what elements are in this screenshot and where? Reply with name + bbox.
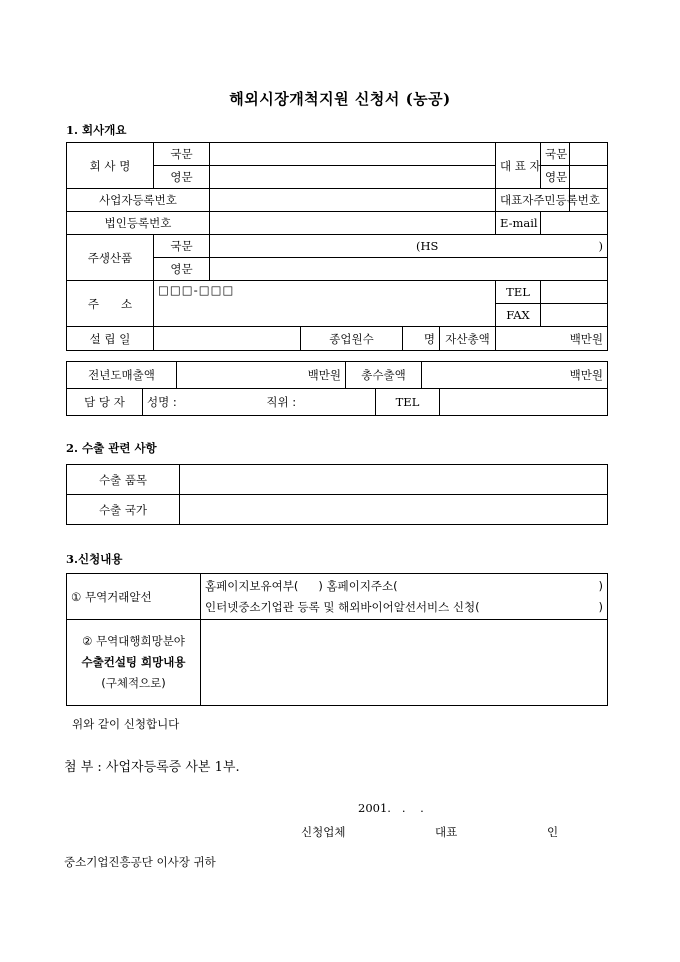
tel-field[interactable] <box>541 281 608 304</box>
export-item-field[interactable] <box>180 465 608 495</box>
buyer-service-text: 인터넷중소기업관 등록 및 해외바이어알선서비스 신청( <box>205 599 480 614</box>
email-field[interactable] <box>541 212 608 235</box>
corp-reg-no-label: 법인등록번호 <box>67 212 210 235</box>
export-country-field[interactable] <box>180 495 608 525</box>
company-name-english-field[interactable] <box>210 166 496 189</box>
homepage-line <box>205 576 603 597</box>
main-product-korean-field[interactable] <box>210 235 608 258</box>
contact-name-position-field[interactable] <box>143 389 376 416</box>
main-product-korean-label: 국문 <box>154 235 210 258</box>
contact-tel-label: TEL <box>376 389 440 416</box>
representative-english-label: 영문 <box>541 166 570 189</box>
corp-reg-no-field[interactable] <box>210 212 496 235</box>
contact-tel-field[interactable] <box>440 389 608 416</box>
contact-name-label: 성명 : <box>147 395 177 409</box>
company-name-label: 회 사 명 <box>67 143 154 189</box>
representative-korean-field[interactable] <box>570 143 608 166</box>
rep-id-no-label: 대표자주민등록번호 <box>496 189 570 212</box>
email-label: E-mail <box>496 212 541 235</box>
fax-field[interactable] <box>541 304 608 327</box>
address-label: 주 소 <box>67 281 154 327</box>
biz-reg-no-label: 사업자등록번호 <box>67 189 210 212</box>
hs-code-label: (HS <box>416 239 439 253</box>
homepage-address-close: ) <box>598 578 603 593</box>
buyer-service-close: ) <box>598 599 603 614</box>
buyer-service-line <box>205 597 603 618</box>
total-exports-field[interactable]: 백만원 <box>422 362 608 389</box>
company-overview-table <box>66 142 608 351</box>
employees-label: 종업원수 <box>301 327 403 351</box>
statement-text: 위와 같이 신청합니다 <box>72 717 180 731</box>
employees-field[interactable] <box>403 327 440 351</box>
company-name-english-label: 영문 <box>154 166 210 189</box>
address-field[interactable]: □□□-□□□ <box>154 281 496 327</box>
form-title: 해외시장개척지원 신청서 (농공) <box>229 90 451 108</box>
application-content-table <box>66 573 608 706</box>
main-product-english-label: 영문 <box>154 258 210 281</box>
seal-label: 인 <box>547 825 559 839</box>
established-label: 설 립 일 <box>67 327 154 351</box>
contact-label: 담 당 자 <box>67 389 143 416</box>
export-country-label: 수출 국가 <box>67 495 180 525</box>
representative-sign-label: 대표 <box>435 825 458 839</box>
trade-agency-line3: (구체적으로) <box>101 676 166 690</box>
main-product-english-field[interactable] <box>210 258 608 281</box>
homepage-address-label: ) 홈페이지주소( <box>318 578 398 593</box>
section2-heading: 2. 수출 관련 사항 <box>66 441 157 455</box>
fax-label: FAX <box>496 304 541 327</box>
date-text: 2001. . . <box>358 801 424 815</box>
trade-brokerage-field[interactable] <box>201 574 608 620</box>
total-exports-label: 총수출액 <box>346 362 422 389</box>
trade-brokerage-label: ① 무역거래알선 <box>67 574 201 620</box>
established-field[interactable] <box>154 327 301 351</box>
section1-heading: 1. 회사개요 <box>66 123 127 137</box>
export-item-label: 수출 품목 <box>67 465 180 495</box>
total-assets-label: 자산총액 <box>440 327 496 351</box>
total-assets-field[interactable] <box>496 327 608 351</box>
million-won-unit: 백만원 <box>569 331 604 346</box>
prev-sales-field[interactable]: 백만원 <box>177 362 346 389</box>
contact-position-label: 직위 : <box>266 395 297 409</box>
contact-row-table <box>66 388 608 416</box>
tel-label: TEL <box>496 281 541 304</box>
company-name-korean-field[interactable] <box>210 143 496 166</box>
sales-row-table <box>66 361 608 389</box>
export-info-table <box>66 464 608 525</box>
prev-sales-label: 전년도매출액 <box>67 362 177 389</box>
hs-code-close: ) <box>598 239 604 253</box>
trade-agency-line1: ② 무역대행희망분야 <box>82 634 185 648</box>
section3-heading: 3.신청내용 <box>66 552 123 566</box>
person-unit: 명 <box>423 331 435 346</box>
representative-label: 대 표 자 <box>496 143 541 189</box>
trade-agency-field[interactable] <box>201 620 608 706</box>
representative-korean-label: 국문 <box>541 143 570 166</box>
company-name-korean-label: 국문 <box>154 143 210 166</box>
main-product-label: 주생산품 <box>67 235 154 281</box>
biz-reg-no-field[interactable] <box>210 189 496 212</box>
homepage-owned-label: 홈페이지보유여부( <box>205 578 299 593</box>
attachment-text: 첨 부 : 사업자등록증 사본 1부. <box>64 760 240 775</box>
addressee-text: 중소기업진흥공단 이사장 귀하 <box>64 855 216 869</box>
trade-agency-label <box>67 620 201 706</box>
representative-english-field[interactable] <box>570 166 608 189</box>
applicant-label: 신청업체 <box>301 825 346 839</box>
trade-agency-line2: 수출컨설팅 희망내용 <box>81 655 186 669</box>
